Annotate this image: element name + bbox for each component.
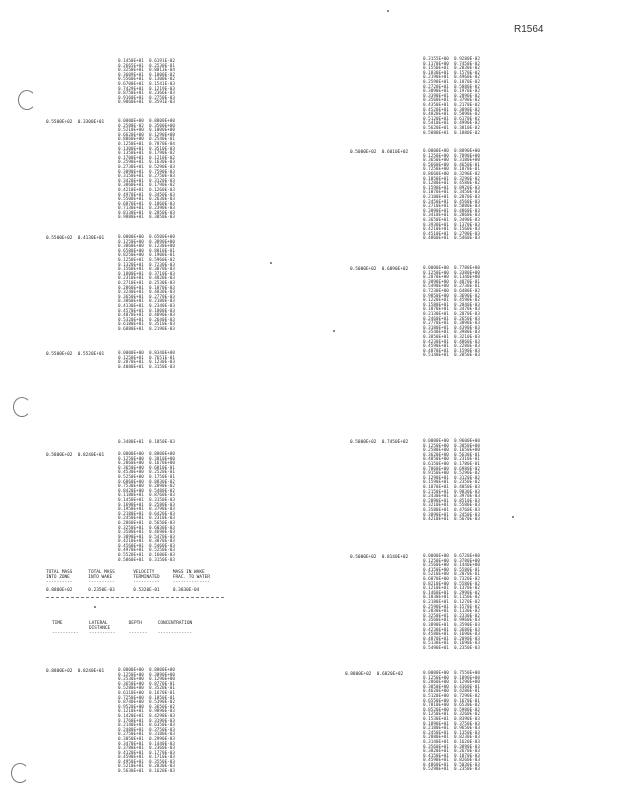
left-section-4-rows: 0.0000E+00 0.8340E+00 0.1250E+01 0.7651E-01 0.2870E+01 0.1230E-03 0.4080E+01 0.3150E-03 <box>118 351 175 370</box>
left-section-3-label: 0.5500E+02 0.4130E+01 <box>46 236 105 241</box>
punch-hole-middle <box>13 397 31 417</box>
right-section-3-label: 0.5000E+02 0.6890E+02 <box>350 267 409 272</box>
right-section-6-label: 0.8800E+02 0.6820E+02 <box>345 672 404 677</box>
right-section-2-rows: 0.0000E+00 0.8890E+00 0.1250E+00 0.7890E+00 0.3650E+00 0.3180E+00 0.5660E+00 0.4650E-01 0.7250E+00 0.1870E-01 0.8660E+00 0.3290E-02 0.1050E+01 0.3290E-02 0.1280E+01 0.4580E-02 0.1590E+01 0.8920E-03 0.1870E+01 0.3450E-03 0.2180E+01 0.2870E-03 0.2450E+01 0.4560E-03 0.2710E+01 0.5880E-03 0.3090E+01 0.4860E-03 0.3410E+01 0.2860E-03 0.3650E+01 0.3490E-03 0.3930E+01 0.1370E-03 0.4210E+01 0.1560E-03 0.4510E+01 0.2790E-03 0.4860E+01 0.5460E-03 <box>423 149 480 242</box>
left-section-4-label: 0.5500E+02 0.5520E+01 <box>46 352 105 357</box>
summary-divider <box>46 597 224 598</box>
scan-speck <box>94 606 96 608</box>
scan-speck <box>387 10 389 12</box>
reference-code: R1564 <box>514 24 544 35</box>
scan-speck <box>270 262 272 264</box>
right-section-3-rows: 0.0000E+00 0.7780E+00 0.1250E+00 0.3380E+00 0.2870E+00 0.1340E+00 0.3890E+00 0.4870E-01 0.5490E+00 0.2730E-01 0.7230E+00 0.6480E-02 0.9850E+00 0.3690E-02 0.1220E+01 0.4590E-02 0.1580E+01 0.2840E-03 0.1870E+01 0.3470E-03 0.2130E+01 0.2870E-03 0.2460E+01 0.2650E-03 0.2770E+01 0.3890E-03 0.3180E+01 0.4390E-03 0.3540E+01 0.3980E-03 0.3850E+01 0.3210E-03 0.4230E+01 0.4860E-03 0.4590E+01 0.2280E-03 0.4870E+01 0.1590E-03 0.5140E+01 0.2850E-03 <box>423 266 480 359</box>
punch-hole-bottom <box>11 763 29 783</box>
punch-hole-top <box>18 90 36 110</box>
right-section-1-rows: 0.3155E+00 0.9280E-02 0.1170E+00 0.7450E-02 0.1550E+01 0.2830E-02 0.1830E+01 0.1570E-02 0.2190E+01 0.4960E-02 0.2590E+01 0.1870E-02 0.2720E+01 0.5880E-02 0.3090E+01 0.1970E-02 0.3390E+01 0.2890E-02 0.3560E+01 0.3790E-02 0.4350E+01 0.2170E-02 0.4520E+01 0.3890E-02 0.4820E+01 0.5890E-02 0.5120E+01 0.6170E-02 0.5410E+01 0.4990E-02 0.5620E+01 0.3810E-02 0.5880E+01 0.1880E-02 <box>423 57 480 136</box>
right-section-6-rows: 0.0000E+00 0.7550E+00 0.1250E+00 0.1890E+00 0.2860E+00 0.1290E+00 0.3850E+00 0.4360E-01 0.4620E+00 0.4280E-01 0.5120E+00 0.7290E-02 0.6550E+00 0.1670E-01 0.7810E+00 0.6530E-02 0.8520E+00 0.5980E-02 0.1250E+01 0.3260E-02 0.1530E+01 0.8390E-03 0.1890E+01 0.3750E-03 0.2180E+01 0.9650E-03 0.2450E+01 0.1350E-03 0.2880E+01 0.8230E-03 0.3140E+01 0.1620E-03 0.3560E+01 0.3890E-03 0.3820E+01 0.2670E-03 0.4150E+01 0.1870E-03 0.4590E+01 0.8260E-03 0.4860E+01 0.5030E-03 0.5290E+01 0.2350E-03 <box>423 671 480 773</box>
scan-speck <box>333 330 335 332</box>
left-section-5-rows: 0.0000E+00 0.8800E+00 0.1250E+00 0.3810E+00 0.2860E+00 0.1670E+00 0.3650E+00 0.6810E-01 0.4530E+00 0.2520E-01 0.5250E+00 0.1750E-01 0.6860E+00 0.8830E-02 0.7530E+00 0.2890E-02 0.8420E+00 0.5480E-02 0.1180E+01 0.8760E-03 0.1450E+01 0.3150E-03 0.1690E+01 0.2580E-03 0.1950E+01 0.3790E-03 0.2180E+01 0.6420E-03 0.2450E+01 0.2310E-03 0.2860E+01 0.5650E-03 0.3250E+01 0.6030E-03 0.3580E+01 0.4690E-03 0.3890E+01 0.5470E-03 0.4210E+01 0.3870E-03 0.4560E+01 0.5460E-03 0.4970E+01 0.5250E-03 0.5520E+01 0.1600E-03 0.5860E+01 0.3150E-03 <box>118 452 175 563</box>
left-section-5-top-row: 0.3480E+01 0.1850E-03 <box>118 440 175 445</box>
scan-speck <box>512 516 514 518</box>
table-headers: TIME LATERAL DEPTH CONCENTRATION DISTANCE ---------- ---------- ------- ------------- <box>52 621 193 636</box>
table-rows: 0.0000E+00 0.8800E+00 0.1250E+00 0.3890E+00 0.2530E+00 0.1290E+00 0.3650E+00 0.8770E-01 0.5280E+00 0.3520E-01 0.6110E+00 0.1670E-01 0.7250E+00 0.1850E-01 0.8740E+00 0.5390E-02 0.9520E+00 0.3650E-02 0.1210E+01 0.9890E-03 0.1420E+01 0.4290E-03 0.1760E+01 0.3190E-03 0.2140E+01 0.6350E-03 0.2480E+01 0.3750E-03 0.2750E+01 0.3180E-03 0.3050E+01 0.2990E-03 0.3470E+01 0.1440E-03 0.3780E+01 0.2360E-03 0.4120E+01 0.1770E-03 0.4590E+01 0.1710E-03 0.4950E+01 0.3550E-03 0.5210E+01 0.2830E-03 0.5630E+01 0.1620E-03 <box>118 668 175 775</box>
left-section-3-rows: 0.0000E+00 0.6500E+00 0.1250E+00 0.3890E+00 0.3860E+00 0.1230E+00 0.6580E+00 0.8010E-01 0.8250E+00 0.1900E-01 0.1250E+01 0.5960E-02 0.1320E+01 0.7230E-03 0.1560E+01 0.3070E-03 0.1800E+01 0.3710E-03 0.2310E+01 0.4820E-03 0.2710E+01 0.2530E-03 0.2860E+01 0.1870E-03 0.3240E+01 0.4830E-03 0.3650E+01 0.2770E-03 0.3860E+01 0.2180E-03 0.4130E+01 0.2340E-03 0.4570E+01 0.1800E-03 0.4870E+01 0.4890E-03 0.5320E+01 0.2640E-03 0.6180E+01 0.3510E-03 0.6880E+01 0.2190E-03 <box>118 235 175 332</box>
summary-headers: TOTAL MASS TOTAL MASS VELOCITY MASS IN WAKE INTO ZONE INTO WAKE TERMINATED FRAC. TO WATER ---------- ---------- ---------- -------------- <box>46 570 210 585</box>
right-section-5-label: 0.5000E+02 0.8140E+02 <box>350 555 409 560</box>
left-section-2-rows: 0.0000E+00 0.8800E+00 0.2580E-02 0.3500E+00 0.5210E+00 0.1000E+00 0.6620E+00 0.1290E+00 0.8860E+00 0.2540E-01 0.1250E+01 0.7870E-04 0.1300E+01 0.3510E-03 0.1350E+01 0.1790E-02 0.1700E+01 0.1210E-02 0.2590E+01 0.1630E-03 0.2730E+01 0.5290E-03 0.3090E+01 0.7590E-03 0.3150E+01 0.2750E-03 0.3420E+01 0.3120E-03 0.3860E+01 0.1790E-02 0.4210E+01 0.1260E-03 0.4970E+01 0.3450E-03 0.5500E+01 0.2630E-03 0.6870E+01 0.1860E-03 0.7130E+01 0.2390E-03 0.8130E+01 0.2850E-03 0.9880E+01 0.3050E-03 <box>118 119 175 221</box>
summary-values: 0.8800E+02 0.2350E-03 0.5320E-01 0.3830E-04 <box>46 588 200 593</box>
left-section-2-label: 0.5500E+02 0.3300E+01 <box>46 120 105 125</box>
right-section-2-label: 0.5000E+02 0.6010E+02 <box>350 150 409 155</box>
left-section-1-rows: 0.1450E+01 0.6191E-02 0.2665E+01 0.2530E-01 0.3250E+01 0.8013E-04 0.3609E+01 0.1000E-02 0.5560E+01 0.1300E-02 0.6700E+01 0.1541E-03 0.7429E+01 0.1219E-03 0.8750E+01 0.2366E-03 0.9160E+01 0.2750E-03 0.9860E+01 0.3591E-03 <box>118 59 175 106</box>
right-section-4-label: 0.5000E+02 0.7450E+02 <box>350 440 409 445</box>
table-label: 0.8800E+02 0.8240E+01 <box>46 669 105 674</box>
left-section-5-label: 0.5800E+02 0.8240E+01 <box>46 453 105 458</box>
right-section-4-rows: 0.0000E+00 0.9600E+00 0.1250E+00 0.3850E+00 0.2580E+00 0.1650E+00 0.3620E+00 0.5630E-01 0.4850E+00 0.2310E-01 0.6150E+00 0.1780E-01 0.7860E+00 0.6980E-02 0.9150E+00 0.5290E-02 0.1290E+01 0.3120E-02 0.1590E+01 0.2350E-02 0.1870E+01 0.4050E-03 0.2150E+01 0.9830E-03 0.2430E+01 0.3970E-03 0.2890E+01 0.8510E-03 0.3210E+01 0.5580E-03 0.3580E+01 0.4760E-03 0.3890E+01 0.2450E-03 0.4210E+01 0.5670E-03 <box>423 439 480 523</box>
right-section-5-rows: 0.0000E+00 0.6720E+00 0.1250E+00 0.3780E+00 0.2560E+00 0.1440E+00 0.4150E+00 0.5580E-01 0.5210E+00 0.2070E-01 0.6870E+00 0.7320E-02 0.8210E+00 0.5580E-02 0.1210E+01 0.1370E-02 0.1460E+01 0.2990E-02 0.1830E+01 0.1150E-02 0.2180E+01 0.1270E-02 0.2590E+01 0.1570E-02 0.2830E+01 0.1130E-02 0.3250E+01 0.2330E-02 0.3560E+01 0.9960E-03 0.3890E+01 0.3590E-03 0.4230E+01 0.3680E-03 0.4580E+01 0.1690E-03 0.4870E+01 0.2090E-03 0.5130E+01 0.1690E-03 0.5490E+01 0.2350E-03 <box>423 554 480 651</box>
